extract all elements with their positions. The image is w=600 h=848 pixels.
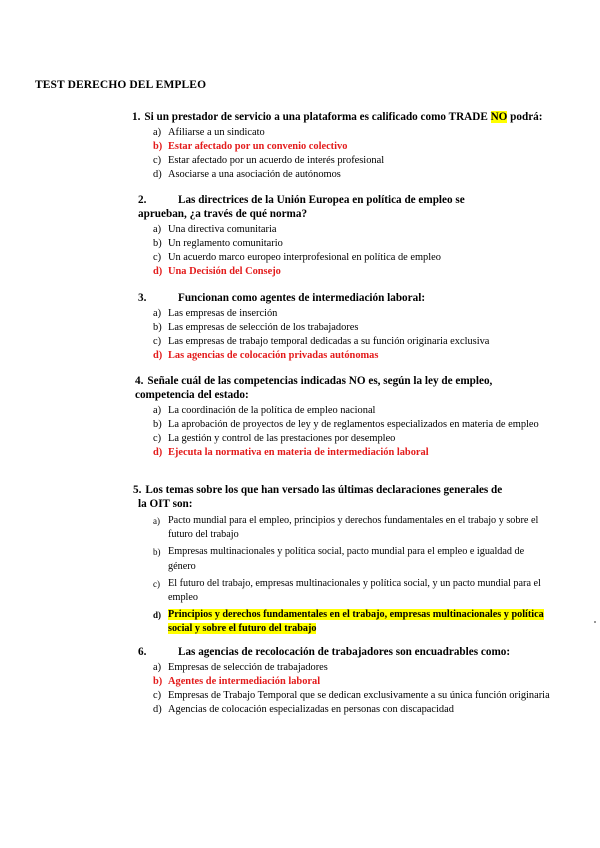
- question-4-heading: [135, 374, 555, 402]
- options-list: [138, 307, 558, 363]
- question-5: [133, 483, 553, 637]
- question-text: Funcionan como agentes de intermediación laboral:: [178, 292, 426, 304]
- option-letter: c): [153, 689, 162, 701]
- option-text: Ejecuta la normativa en materia de intermediación laboral: [168, 446, 429, 458]
- question-6: [138, 645, 558, 717]
- option-letter: a): [153, 308, 162, 319]
- question-1: [132, 110, 558, 182]
- option-text: Las empresas de inserción: [168, 308, 278, 319]
- option-d: [138, 703, 558, 717]
- question-text: Señale cuál de las competencias indicadas NO es, según la ley de empleo,: [147, 375, 493, 387]
- option-a: [138, 307, 558, 321]
- question-text: Si un prestador de servicio a una plataforma es calificado como TRADE: [144, 111, 491, 123]
- option-letter: d): [153, 610, 162, 621]
- option-letter: c): [153, 432, 162, 444]
- question-number: 4.: [135, 375, 144, 387]
- option-b-correct: [138, 675, 558, 689]
- option-letter: c): [153, 335, 162, 347]
- option-text: Estar afectado por un acuerdo de interés profesional: [168, 154, 385, 166]
- option-text: Un acuerdo marco europeo interprofesional en política de empleo: [168, 251, 441, 263]
- option-letter: a): [153, 127, 162, 138]
- option-letter: a): [153, 224, 162, 235]
- option-b: [138, 418, 555, 432]
- option-text: Un reglamento comunitario: [168, 237, 283, 249]
- option-text: El futuro del trabajo, empresas multinacionales y política social, y un pacto mundial para el empleo: [168, 577, 541, 604]
- option-d-highlighted: [138, 608, 553, 636]
- option-letter: d): [153, 265, 163, 277]
- question-3-heading: [138, 291, 558, 305]
- question-6-heading: [138, 645, 558, 659]
- option-text: Las agencias de colocación privadas autónomas: [168, 349, 379, 361]
- options-list: [138, 126, 558, 182]
- option-text: Empresas de Trabajo Temporal que se dedican exclusivamente a su única función originaria: [168, 689, 550, 701]
- stray-mark: [594, 621, 596, 623]
- option-text: Principios y derechos fundamentales en el trabajo, empresas multinacionales y política social y sobre el futuro del trabajo: [168, 609, 544, 635]
- option-letter: b): [153, 237, 162, 249]
- question-text-continued: competencia del estado:: [135, 389, 249, 401]
- option-a: [138, 661, 558, 675]
- option-letter: d): [153, 349, 163, 361]
- option-text: Una Decisión del Consejo: [168, 265, 281, 277]
- option-letter: c): [153, 154, 162, 166]
- question-number: 2.: [138, 194, 147, 206]
- option-d-correct: [138, 446, 555, 460]
- question-2-heading: [138, 193, 558, 221]
- option-text: Empresas de selección de trabajadores: [168, 662, 328, 673]
- option-letter: a): [153, 405, 162, 416]
- option-c: [138, 335, 558, 349]
- option-letter: b): [153, 675, 163, 687]
- question-text: Las directrices de la Unión Europea en política de empleo se: [178, 194, 465, 206]
- option-letter: b): [153, 418, 162, 430]
- option-d: [138, 168, 558, 182]
- option-c: [138, 154, 558, 168]
- option-letter: d): [153, 703, 162, 715]
- option-a: [138, 404, 555, 418]
- option-text: Agencias de colocación especializadas en personas con discapacidad: [168, 703, 454, 715]
- question-text-end: podrá:: [507, 111, 543, 123]
- option-c: [138, 251, 558, 265]
- question-5-heading: [133, 483, 553, 511]
- option-text: Una directiva comunitaria: [168, 224, 277, 235]
- option-text: Las empresas de trabajo temporal dedicadas a su función originaria exclusiva: [168, 335, 490, 347]
- question-number: 1.: [132, 111, 141, 123]
- option-a: [138, 514, 553, 542]
- option-text: La gestión y control de las prestaciones por desempleo: [168, 432, 396, 444]
- question-text: Los temas sobre los que han versado las últimas declaraciones generales de: [145, 484, 503, 496]
- option-c: [138, 577, 553, 605]
- option-text: La coordinación de la política de empleo nacional: [168, 405, 376, 416]
- question-text-continued: aprueban, ¿a través de qué norma?: [138, 208, 308, 220]
- option-d-correct: [138, 265, 558, 279]
- options-list: [138, 404, 555, 460]
- option-letter: a): [153, 516, 160, 526]
- question-number: 6.: [138, 646, 147, 658]
- option-a: [138, 223, 558, 237]
- question-4: [135, 374, 555, 460]
- option-letter: a): [153, 662, 162, 673]
- question-1-heading: [132, 110, 558, 124]
- option-d-correct: [138, 349, 558, 363]
- option-letter: b): [153, 140, 163, 152]
- highlighted-word: NO: [490, 111, 508, 123]
- option-letter: d): [153, 168, 162, 180]
- option-c: [138, 689, 558, 703]
- document-title: TEST DERECHO DEL EMPLEO: [35, 79, 207, 91]
- question-3: [138, 291, 558, 363]
- option-text: Empresas multinacionales y política social, pacto mundial para el empleo e igualdad de género: [168, 546, 525, 572]
- option-b: [138, 237, 558, 251]
- option-b: [138, 321, 558, 335]
- question-2: [138, 193, 558, 279]
- option-text: Las empresas de selección de los trabajadores: [168, 321, 359, 333]
- question-number: 5.: [133, 484, 142, 496]
- option-letter: b): [153, 547, 161, 558]
- option-letter: c): [153, 578, 160, 589]
- option-b-correct: [138, 140, 558, 154]
- option-c: [138, 432, 555, 446]
- option-text: Estar afectado por un convenio colectivo: [168, 140, 348, 152]
- option-letter: d): [153, 446, 163, 458]
- option-b: [138, 545, 553, 573]
- question-text-continued: la OIT son:: [138, 498, 193, 510]
- options-list: [138, 661, 558, 717]
- question-number: 3.: [138, 292, 147, 304]
- question-text: Las agencias de recolocación de trabajadores son encuadrables como:: [178, 646, 511, 658]
- option-letter: c): [153, 251, 162, 263]
- option-text: Asociarse a una asociación de autónomos: [168, 168, 341, 180]
- option-text: La aprobación de proyectos de ley y de reglamentos especializados en materia de empleo: [168, 418, 539, 430]
- option-text: Afiliarse a un sindicato: [168, 127, 265, 138]
- option-a: [138, 126, 558, 140]
- options-list: [138, 514, 553, 637]
- option-text: Pacto mundial para el empleo, principios y derechos fundamentales en el trabajo y sobre el futuro del trabajo: [168, 515, 539, 541]
- options-list: [138, 223, 558, 279]
- option-text: Agentes de intermediación laboral: [168, 675, 321, 687]
- option-letter: b): [153, 321, 162, 333]
